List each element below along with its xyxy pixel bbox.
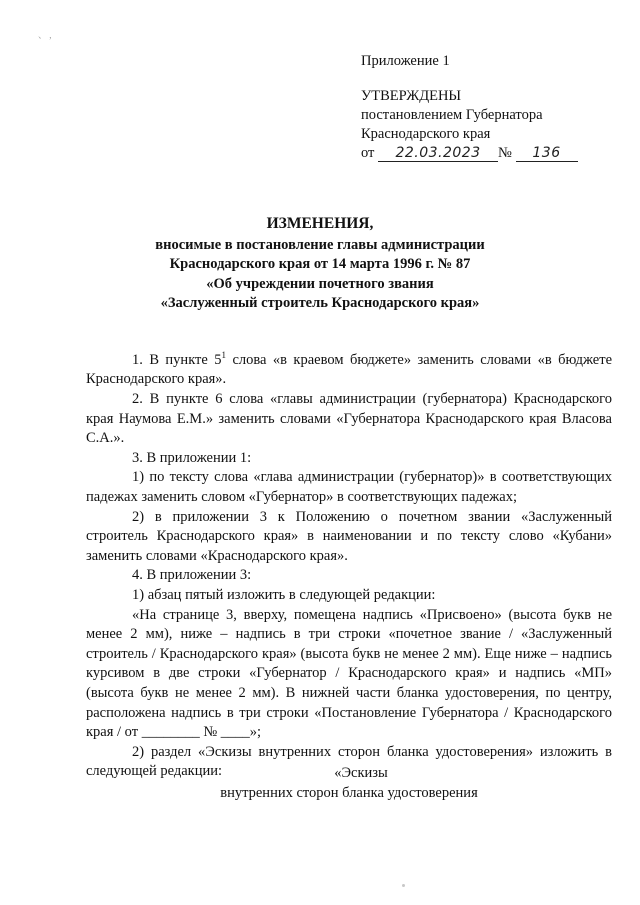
from-label: от (361, 145, 375, 161)
title-line-5: «Заслуженный строитель Краснодарского края» (160, 295, 480, 312)
title-main: ИЗМЕНЕНИЯ, (266, 215, 374, 232)
handwritten-date: 22.03.2023 (378, 146, 498, 162)
paragraph-4-1-text: «На странице 3, вверху, помещена надпись «Присвоено» (высота букв не менее 2 мм), ниже – надпись в три строки «почетное звание / «Заслуженный строитель / Краснодарского края» (высота букв не менее 2 мм). Еще ниже – надпись курсивом в две строки «Губернатор / Краснодарского края» и надпись «МП» (высота букв не менее 2 мм). В нижней части бланка удостоверения, по центру, расположена надпись в три строки «Постановление Губернатора / Краснодарского края / от ________ № ____»; (86, 606, 612, 741)
sketch-heading-line-2: внутренних сторон бланка удостоверения (220, 784, 478, 801)
paragraph-1-superscript: 1 (221, 350, 227, 360)
paragraph-4-1: 1) абзац пятый изложить в следующей редакции: (132, 586, 436, 603)
number-label: № (498, 145, 512, 161)
resolution-label: постановлением Губернатора (361, 107, 543, 123)
date-number-line (361, 144, 621, 163)
paragraph-3-2: 2) в приложении 3 к Положению о почетном звании «Заслуженный строитель Краснодарского края» в наименовании и по тексту слово «Кубани» заменить словами «Краснодарского края». (86, 508, 612, 564)
paragraph-1-rest: слова «в краевом бюджете» заменить словами «в бюджете Краснодарского края». (86, 351, 612, 388)
paragraph-4: 4. В приложении 3: (132, 567, 252, 584)
sketch-heading (86, 764, 612, 803)
scan-dot (402, 884, 405, 887)
annex-label: Приложение 1 (361, 53, 450, 69)
paragraph-1-start: 1. В пункте 5 (132, 351, 222, 368)
region-label: Краснодарского края (361, 126, 491, 142)
paragraph-2: 2. В пункте 6 слова «главы администрации (губернатора) Краснодарского края Наумова Е.М.» заменить словами «Губернатора Краснодарского края Власова С.А.». (86, 391, 612, 447)
approval-block (361, 52, 621, 163)
title-line-4: «Об учреждении почетного звания (206, 275, 434, 292)
paragraph-3: 3. В приложении 1: (132, 449, 252, 466)
approved-label: УТВЕРЖДЕНЫ (361, 88, 462, 104)
paragraph-3-1: 1) по тексту слова «глава администрации (губернатор)» в соответствующих падежах заменить словом «Губернатор» в соответствующих падежах; (86, 469, 612, 505)
sketch-heading-line-1: «Эскизы (334, 765, 388, 781)
document-title (40, 214, 600, 314)
handwritten-number: 136 (516, 146, 578, 162)
title-line-2: вносимые в постановление главы администрации (155, 236, 485, 253)
paragraph-4-2: 2) раздел «Эскизы внутренних сторон бланка удостоверения» изложить в следующей редакции: (86, 743, 612, 780)
paragraph-1 (86, 346, 612, 390)
document-body (86, 346, 612, 782)
title-line-3: Краснодарского края от 14 марта 1996 г. № 87 (169, 256, 471, 273)
scan-mark: 、 , (38, 30, 52, 40)
